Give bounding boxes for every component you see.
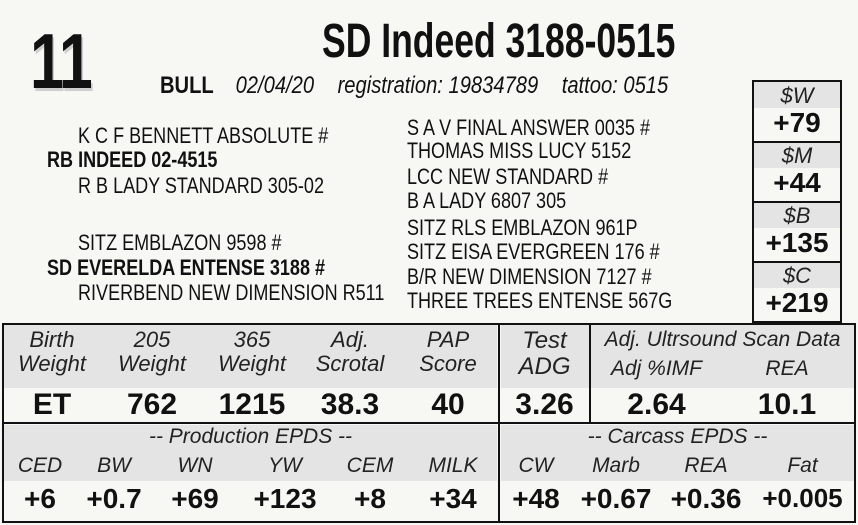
hdr-marb: Marb [592,454,640,477]
sire: RB INDEED 02-4515 [47,147,218,172]
val-marb: +0.67 [580,483,652,514]
val-adj-imf: 2.64 [627,388,686,421]
val-bw: +0.7 [86,483,142,514]
val-ced: +6 [24,483,56,514]
val-test-adg: 3.26 [515,388,574,421]
sd-sire: LCC NEW STANDARD # [407,164,609,189]
hdr-fat: Fat [787,454,818,477]
val-cem: +8 [354,483,386,514]
index-value-c: +219 [765,287,829,318]
index-value-b: +135 [765,227,829,258]
val-birth-weight: ET [32,388,72,421]
hdr-adj-scrotal: Adj. Scrotal [315,327,385,376]
hdr-365-weight: 365 Weight [217,327,287,376]
val-adj-scrotal: 38.3 [320,388,380,421]
hdr-cw: CW [518,454,554,477]
animal-info-line [160,72,668,100]
hdr-bw: BW [97,454,131,477]
val-fat: +0.005 [762,483,843,513]
sd-dam: B A LADY 6807 305 [407,188,567,213]
val-cw: +48 [512,483,560,514]
ss-sire: S A V FINAL ANSWER 0035 # [407,115,650,140]
val-205-weight: 762 [126,388,178,421]
birth-date: 02/04/20 [235,72,315,99]
hdr-205-weight: 205 Weight [117,327,187,376]
hdr-cem: CEM [346,454,394,477]
dd-sire: B/R NEW DIMENSION 7127 # [407,264,652,289]
hdr-yw: YW [268,454,302,477]
hdr-birth-weight: Birth Weight [17,327,87,376]
val-yw: +123 [253,483,317,514]
sire-sire: K C F BENNETT ABSOLUTE # [78,123,329,148]
index-label-c: $C [782,263,812,288]
dam: SD EVERELDA ENTENSE 3188 # [47,255,326,280]
hdr-wn: WN [177,454,213,477]
hdr-milk: MILK [428,454,478,477]
val-wn: +69 [171,483,219,514]
index-label-w: $W [780,83,814,108]
hdr-test-adg: Test ADG [518,327,571,380]
production-epds-title: -- Production EPDS -- [148,425,353,448]
hdr-scan-rea: REA [765,357,809,380]
lot-number: 11 [30,17,92,105]
hdr-carcass-rea: REA [684,454,728,477]
index-value-w: +79 [773,107,821,138]
animal-name: SD Indeed 3188-0515 [322,15,676,68]
sire-dam: R B LADY STANDARD 305-02 [78,173,324,198]
tattoo: tattoo: 0515 [561,72,669,99]
ds-sire: SITZ RLS EMBLAZON 961P [407,215,638,240]
index-label-m: $M [781,143,813,168]
val-scan-rea: 10.1 [757,388,817,421]
dam-sire: SITZ EMBLAZON 9598 # [78,230,282,255]
hdr-adj-imf: Adj %IMF [610,357,702,380]
val-milk: +34 [429,483,477,514]
hdr-ced: CED [17,454,63,477]
val-pap-score: 40 [431,388,465,421]
sex: BULL [160,72,214,99]
scan-title: Adj. Ultrsound Scan Data [604,328,841,351]
dd-dam: THREE TREES ENTENSE 567G [407,288,673,313]
ds-dam: SITZ EISA EVERGREEN 176 # [407,239,660,264]
carcass-epds-title: -- Carcass EPDS -- [587,425,768,448]
val-carcass-rea: +0.36 [670,483,742,514]
index-value-m: +44 [773,167,821,198]
registration: registration: 19834789 [337,72,539,99]
index-label-b: $B [783,203,811,228]
dam-dam: RIVERBEND NEW DIMENSION R511 [78,280,385,305]
val-365-weight: 1215 [218,388,286,421]
ss-dam: THOMAS MISS LUCY 5152 [407,138,632,163]
hdr-pap-score: PAP Score [419,327,477,376]
